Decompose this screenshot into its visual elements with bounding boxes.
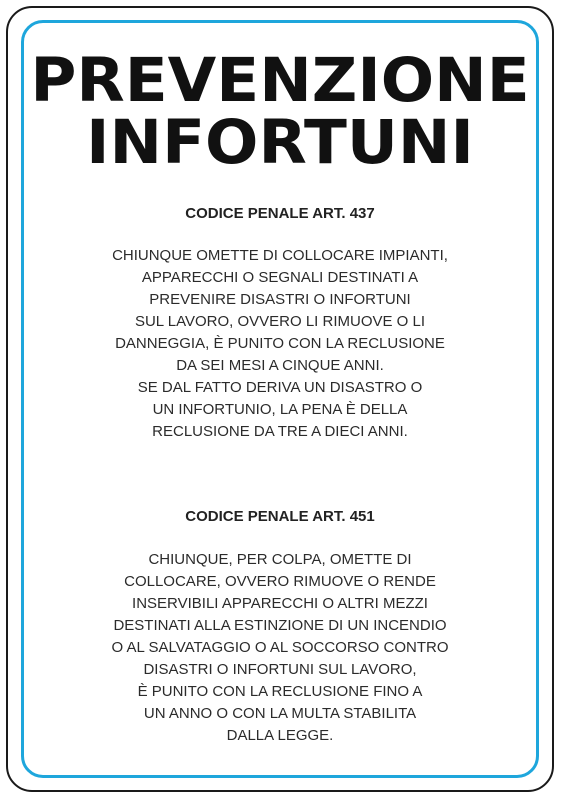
text-line: O AL SALVATAGGIO O AL SOCCORSO CONTRO	[111, 639, 449, 656]
section-text-art-437	[24, 245, 536, 443]
sign-title-line-1: PREVENZIONE	[30, 45, 530, 116]
text-line: SUL LAVORO, OVVERO LI RIMUOVE O LI	[134, 313, 426, 330]
text-line: PREVENIRE DISASTRI O INFORTUNI	[149, 291, 411, 308]
text-line: DALLA LEGGE.	[226, 727, 334, 744]
text-line: DESTINATI ALLA ESTINZIONE DI UN INCENDIO	[113, 617, 447, 634]
text-line: CHIUNQUE OMETTE DI COLLOCARE IMPIANTI,	[112, 247, 448, 264]
section-text-art-451	[24, 549, 536, 747]
text-line: CHIUNQUE, PER COLPA, OMETTE DI	[148, 551, 412, 568]
sign-title-line-2: INFORTUNI	[86, 107, 474, 178]
safety-sign	[6, 6, 554, 792]
section-heading-art-451: CODICE PENALE ART. 451	[185, 508, 375, 525]
text-line: UN INFORTUNIO, LA PENA È DELLA	[152, 401, 408, 418]
text-line: SE DAL FATTO DERIVA UN DISASTRO O	[137, 379, 423, 396]
sign-inner-border	[21, 20, 539, 778]
text-line: DA SEI MESI A CINQUE ANNI.	[176, 357, 384, 374]
text-line: DANNEGGIA, È PUNITO CON LA RECLUSIONE	[115, 335, 445, 352]
text-line: INSERVIBILI APPARECCHI O ALTRI MEZZI	[132, 595, 428, 612]
section-heading-art-437: CODICE PENALE ART. 437	[185, 205, 375, 222]
text-line: APPARECCHI O SEGNALI DESTINATI A	[141, 269, 419, 286]
text-line: COLLOCARE, OVVERO RIMUOVE O RENDE	[124, 573, 436, 590]
text-line: RECLUSIONE DA TRE A DIECI ANNI.	[152, 423, 408, 440]
text-line: DISASTRI O INFORTUNI SUL LAVORO,	[143, 661, 417, 678]
text-line: UN ANNO O CON LA MULTA STABILITA	[143, 705, 417, 722]
text-line: È PUNITO CON LA RECLUSIONE FINO A	[137, 683, 423, 700]
